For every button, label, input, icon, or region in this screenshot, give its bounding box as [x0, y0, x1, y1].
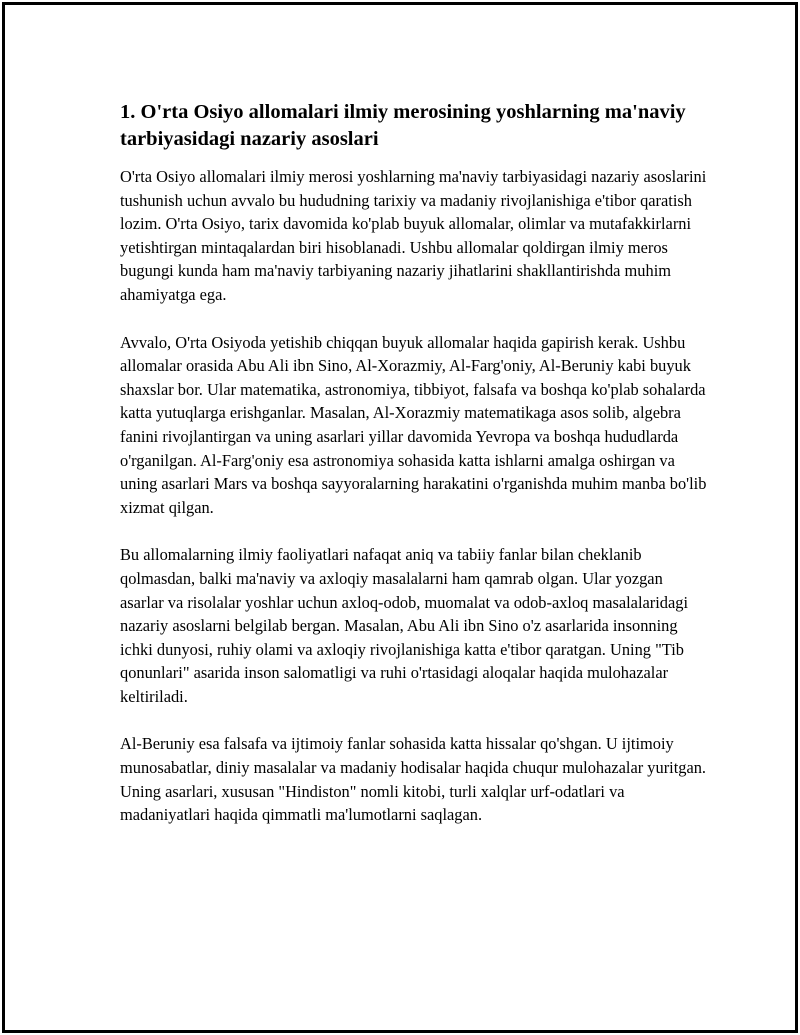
- paragraph-4: Al-Beruniy esa falsafa va ijtimoiy fanlar sohasida katta hissalar qo'shgan. U ijtimoiy munosabatlar, diniy masalalar va madaniy hodisalar haqida chuqur mulohazalar yuritgan. Uning asarlari, xususan "Hindiston" nomli kitobi, turli xalqlar urf-odatlari va madaniyatlari haqida qimmatli ma'lumotlarni saqlagan.: [120, 734, 707, 825]
- paragraph-3: Bu allomalarning ilmiy faoliyatlari nafaqat aniq va tabiiy fanlar bilan cheklanib qolmasdan, balki ma'naviy va axloqiy masalalarni ham qamrab olgan. Ular yozgan asarlar va risolalar yoshlar uchun axloq-odob, muomalat va odob-axloq masalalaridagi nazariy asoslarni belgilab bergan. Masalan, Abu Ali ibn Sino o'z asarlarida insonning ichki dunyosi, ruhiy olami va axloqiy rivojlanishiga katta e'tibor qaratgan. Uning "Tib qonunlari" asarida inson salomatligi va ruhi o'rtasidagi aloqalar haqida mulohazalar keltiriladi.: [120, 545, 689, 706]
- document-body: [120, 99, 710, 851]
- page-frame: [2, 2, 798, 1033]
- section-title: 1. O'rta Osiyo allomalari ilmiy merosining yoshlarning ma'naviy tarbiyasidagi nazariy asoslari: [120, 101, 686, 150]
- paragraph-1: O'rta Osiyo allomalari ilmiy merosi yoshlarning ma'naviy tarbiyasidagi nazariy asoslarini tushunish uchun avvalo bu hududning tarixiy va madaniy rivojlanishiga e'tibor qaratish lozim. O'rta Osiyo, tarix davomida ko'plab buyuk allomalar, olimlar va mutafakkirlarni yetishtirgan mintaqalardan biri hisoblanadi. Ushbu allomalar qoldirgan ilmiy meros bugungi kunda ham ma'naviy tarbiyaning nazariy jihatlarini shakllantirishda muhim ahamiyatga ega.: [120, 167, 707, 304]
- paragraph-2: Avvalo, O'rta Osiyoda yetishib chiqqan buyuk allomalar haqida gapirish kerak. Ushbu allomalar orasida Abu Ali ibn Sino, Al-Xorazmiy, Al-Farg'oniy, Al-Beruniy kabi buyuk shaxslar bor. Ular matematika, astronomiya, tibbiyot, falsafa va boshqa ko'plab sohalarda katta yutuqlarga erishganlar. Masalan, Al-Xorazmiy matematikaga asos solib, algebra fanini rivojlantirgan va uning asarlari yillar davomida Yevropa va boshqa hududlarda o'rganilgan. Al-Farg'oniy esa astronomiya sohasida katta ishlarni amalga oshirgan va uning asarlari Mars va boshqa sayyoralarning harakatini o'rganishda muhim manba bo'lib xizmat qilgan.: [120, 332, 707, 517]
